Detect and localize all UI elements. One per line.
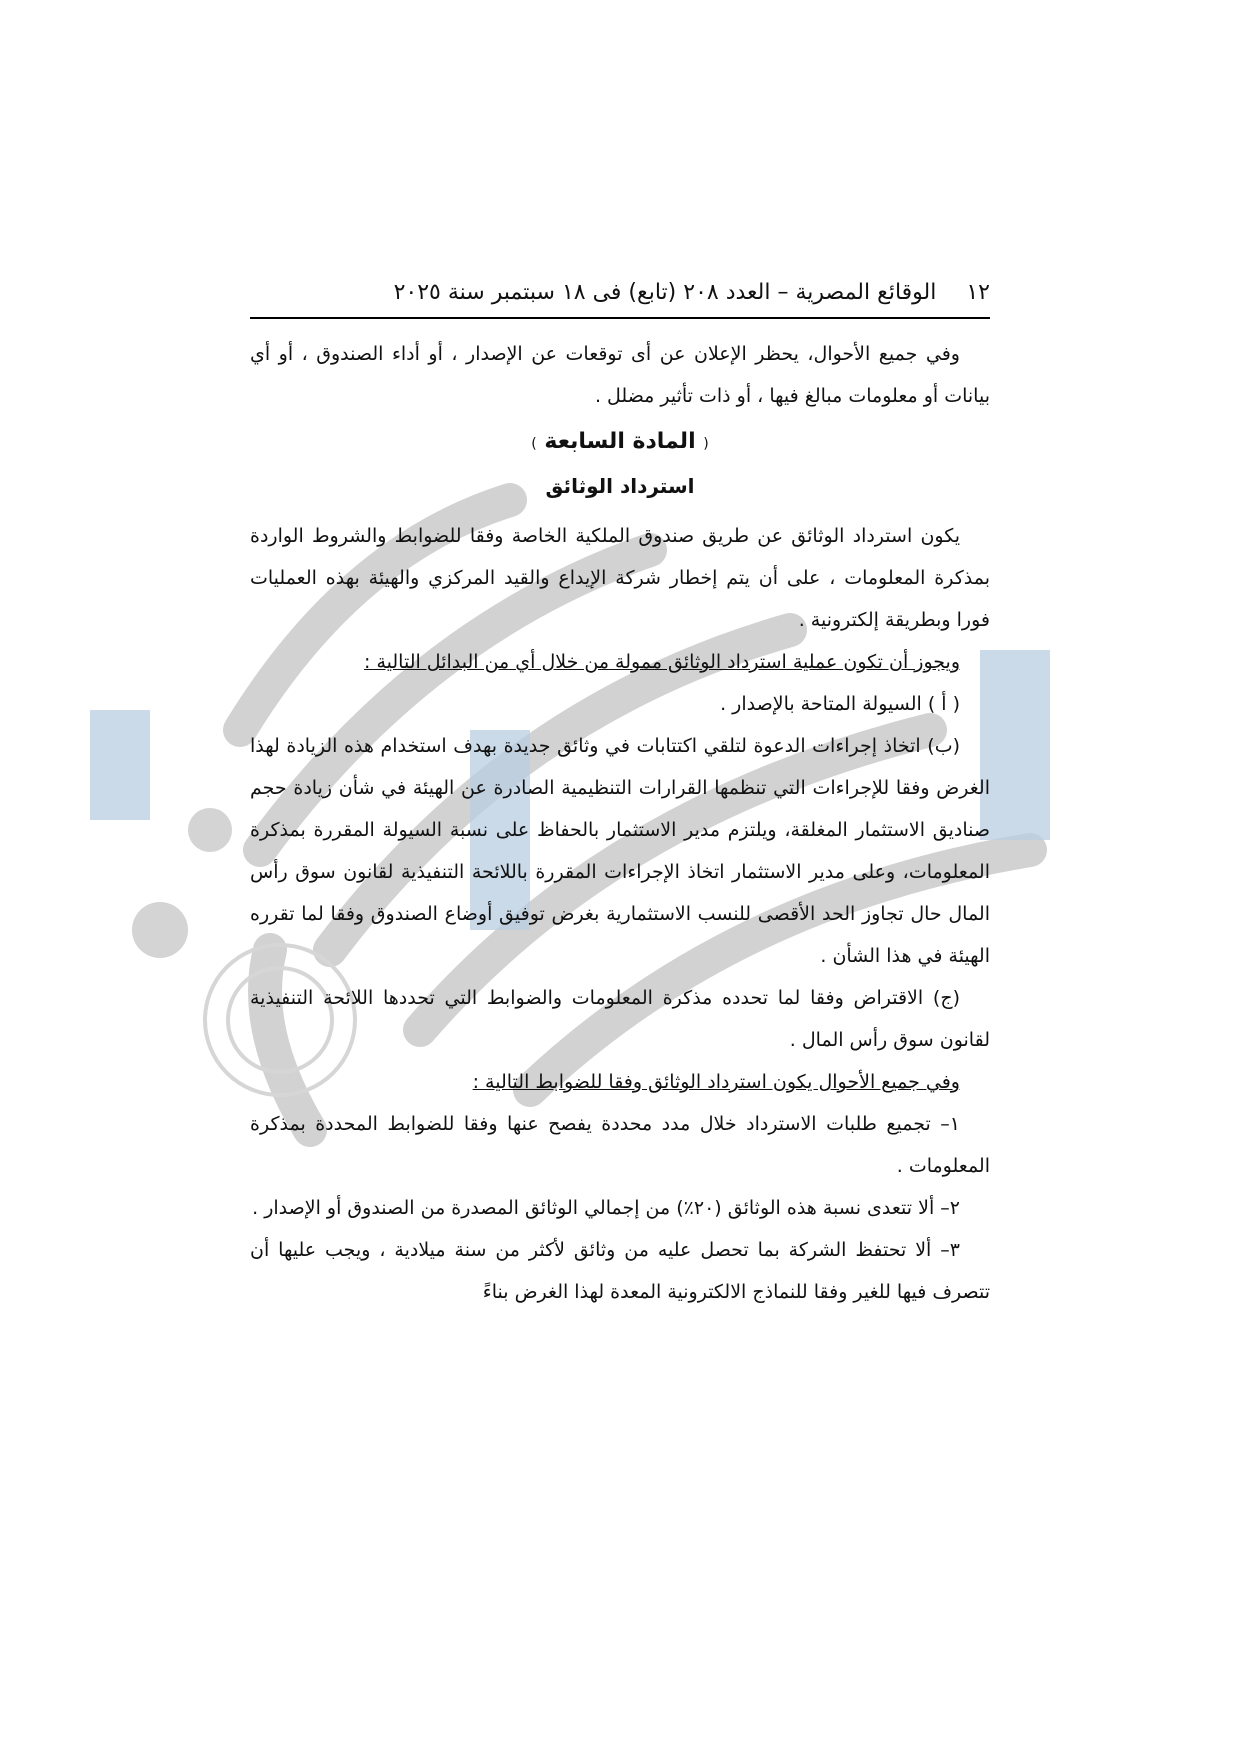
page-number: ١٢ — [966, 280, 990, 305]
alternative-b: (ب) اتخاذ إجراءات الدعوة لتلقي اكتتابات في وثائق جديدة بهدف استخدام هذه الزيادة لهذا الغرض وفقا للإجراءات التي تنظمها القرارات التنظيمية الصادرة عن الهيئة في شأن زيادة حجم صناديق الاستثمار المغلقة، ويلتزم مدير الاستثمار بالحفاظ على نسبة السيولة المقررة بمذكرة المعلومات، وعلى مدير الاستثمار اتخاذ الإجراءات المقررة باللائحة التنفيذية لقانون سوق رأس المال حال تجاوز الحد الأقصى للنسب الاستثمارية بغرض توفيق أوضاع الصندوق وفقا لما تقرره الهيئة في هذا الشأن . — [250, 735, 990, 967]
article-heading — [250, 421, 990, 465]
rule-1: ١– تجميع طلبات الاسترداد خلال مدد محددة يفصح عنها وفقا للضوابط المحددة بمذكرة المعلومات . — [250, 1113, 990, 1177]
page-header — [250, 280, 990, 319]
section-title: استرداد الوثائق — [545, 474, 695, 498]
alternative-c: (ج) الاقتراض وفقا لما تحدده مذكرة المعلومات والضوابط التي تحددها اللائحة التنفيذية لقانون سوق رأس المال . — [250, 987, 990, 1051]
paragraph-redemption: يكون استرداد الوثائق عن طريق صندوق الملكية الخاصة وفقا للضوابط والشروط الواردة بمذكرة المعلومات ، على أن يتم إخطار شركة الإيداع والقيد المركزي والهيئة بهذه العمليات فورا وبطريقة إلكترونية . — [250, 525, 990, 631]
article-paren-open: ( — [703, 436, 709, 452]
rule-3: ٣– ألا تحتفظ الشركة بما تحصل عليه من وثائق لأكثر من سنة ميلادية ، ويجب عليها أن تتصرف فيها للغير وفقا للنماذج الالكترونية المعدة لهذا الغرض بناءً — [250, 1239, 990, 1303]
gazette-page — [250, 280, 990, 1313]
alternative-a: ( أ ) السيولة المتاحة بالإصدار . — [720, 693, 960, 715]
gazette-title: الوقائع المصرية – العدد ٢٠٨ (تابع) فى ١٨ سبتمبر سنة ٢٠٢٥ — [393, 280, 937, 305]
article-paren-close: ) — [531, 436, 537, 452]
paragraph-rules-intro: وفي جميع الأحوال يكون استرداد الوثائق وفقا للضوابط التالية : — [472, 1071, 960, 1093]
paragraph-alternatives-intro: ويجوز أن تكون عملية استرداد الوثائق ممولة من خلال أي من البدائل التالية : — [364, 651, 960, 673]
rule-2: ٢– ألا تتعدى نسبة هذه الوثائق (٢٠٪) من إجمالي الوثائق المصدرة من الصندوق أو الإصدار . — [252, 1197, 960, 1219]
article-title: المادة السابعة — [544, 429, 696, 454]
intro-paragraph: وفي جميع الأحوال، يحظر الإعلان عن أى توقعات عن الإصدار ، أو أداء الصندوق ، أو أي بيانات أو معلومات مبالغ فيها ، أو ذات تأثير مضلل . — [250, 343, 990, 407]
